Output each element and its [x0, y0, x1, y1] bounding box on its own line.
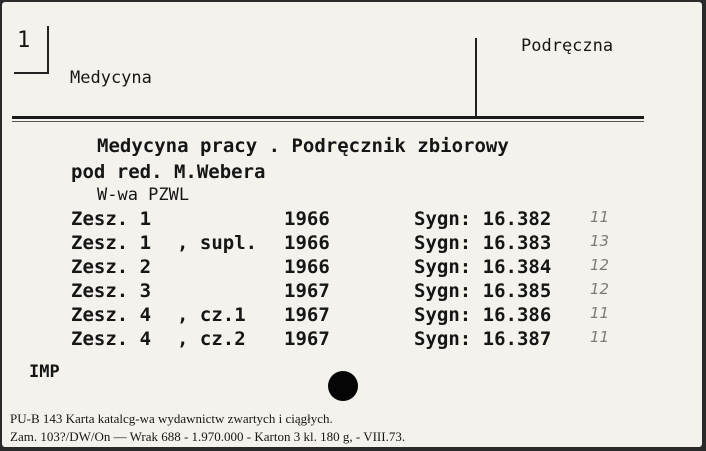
volume-part: , supl.	[177, 232, 258, 254]
volume-label: Zesz. 3	[71, 280, 152, 302]
handwritten-note: 11	[590, 328, 610, 346]
volume-row	[2, 328, 702, 352]
publisher-line: W-wa PZWL	[97, 185, 190, 205]
handwritten-note: 11	[590, 304, 610, 322]
handwritten-note: 12	[590, 256, 610, 274]
volume-label: Zesz. 1	[71, 232, 152, 254]
shelf-mark: Sygn: 16.382	[414, 208, 552, 230]
volume-label: Zesz. 4	[71, 328, 152, 350]
volume-part: , cz.1	[177, 304, 246, 326]
shelf-mark: Sygn: 16.386	[414, 304, 552, 326]
shelf-mark: Sygn: 16.383	[414, 232, 552, 254]
volume-part: , cz.2	[177, 328, 246, 350]
punch-hole	[328, 371, 358, 401]
header-divider	[475, 38, 477, 116]
footer-form-line: PU-B 143 Karta katalcg-wa wydawnictw zwartych i ciągłych.	[10, 411, 333, 426]
handwritten-note: 11	[590, 208, 610, 226]
volume-label: Zesz. 2	[71, 256, 152, 278]
subject-heading: Medycyna	[70, 68, 152, 88]
number-box-horizontal-line	[14, 72, 49, 74]
volume-year: 1966	[284, 256, 330, 278]
shelf-mark: Sygn: 16.385	[414, 280, 552, 302]
card-number: 1	[17, 28, 31, 53]
volume-label: Zesz. 4	[71, 304, 152, 326]
volume-year: 1967	[284, 280, 330, 302]
imp-mark: IMP	[29, 362, 60, 382]
volume-year: 1967	[284, 328, 330, 350]
shelf-mark: Sygn: 16.384	[414, 256, 552, 278]
volume-row	[2, 280, 702, 304]
shelf-mark: Sygn: 16.387	[414, 328, 552, 350]
volume-row	[2, 304, 702, 328]
footer-print-line: Zam. 103?/DW/On — Wrak 688 - 1.970.000 - Karton 3 kl. 180 g, - VIII.73.	[10, 429, 406, 444]
volume-year: 1967	[284, 304, 330, 326]
editor-line: pod red. M.Webera	[71, 161, 266, 183]
handwritten-note: 12	[590, 280, 610, 298]
header-rule-thin	[12, 121, 644, 122]
number-box-vertical-line	[47, 26, 49, 74]
catalog-card	[2, 2, 702, 447]
handwritten-note: 13	[590, 232, 610, 250]
book-title: Medycyna pracy . Podręcznik zbiorowy	[97, 135, 509, 157]
volume-row	[2, 208, 702, 232]
volume-row	[2, 232, 702, 256]
category-label: Podręczna	[521, 36, 614, 56]
volume-year: 1966	[284, 232, 330, 254]
volume-label: Zesz. 1	[71, 208, 152, 230]
volume-row	[2, 256, 702, 280]
header-rule	[12, 116, 644, 119]
volume-year: 1966	[284, 208, 330, 230]
